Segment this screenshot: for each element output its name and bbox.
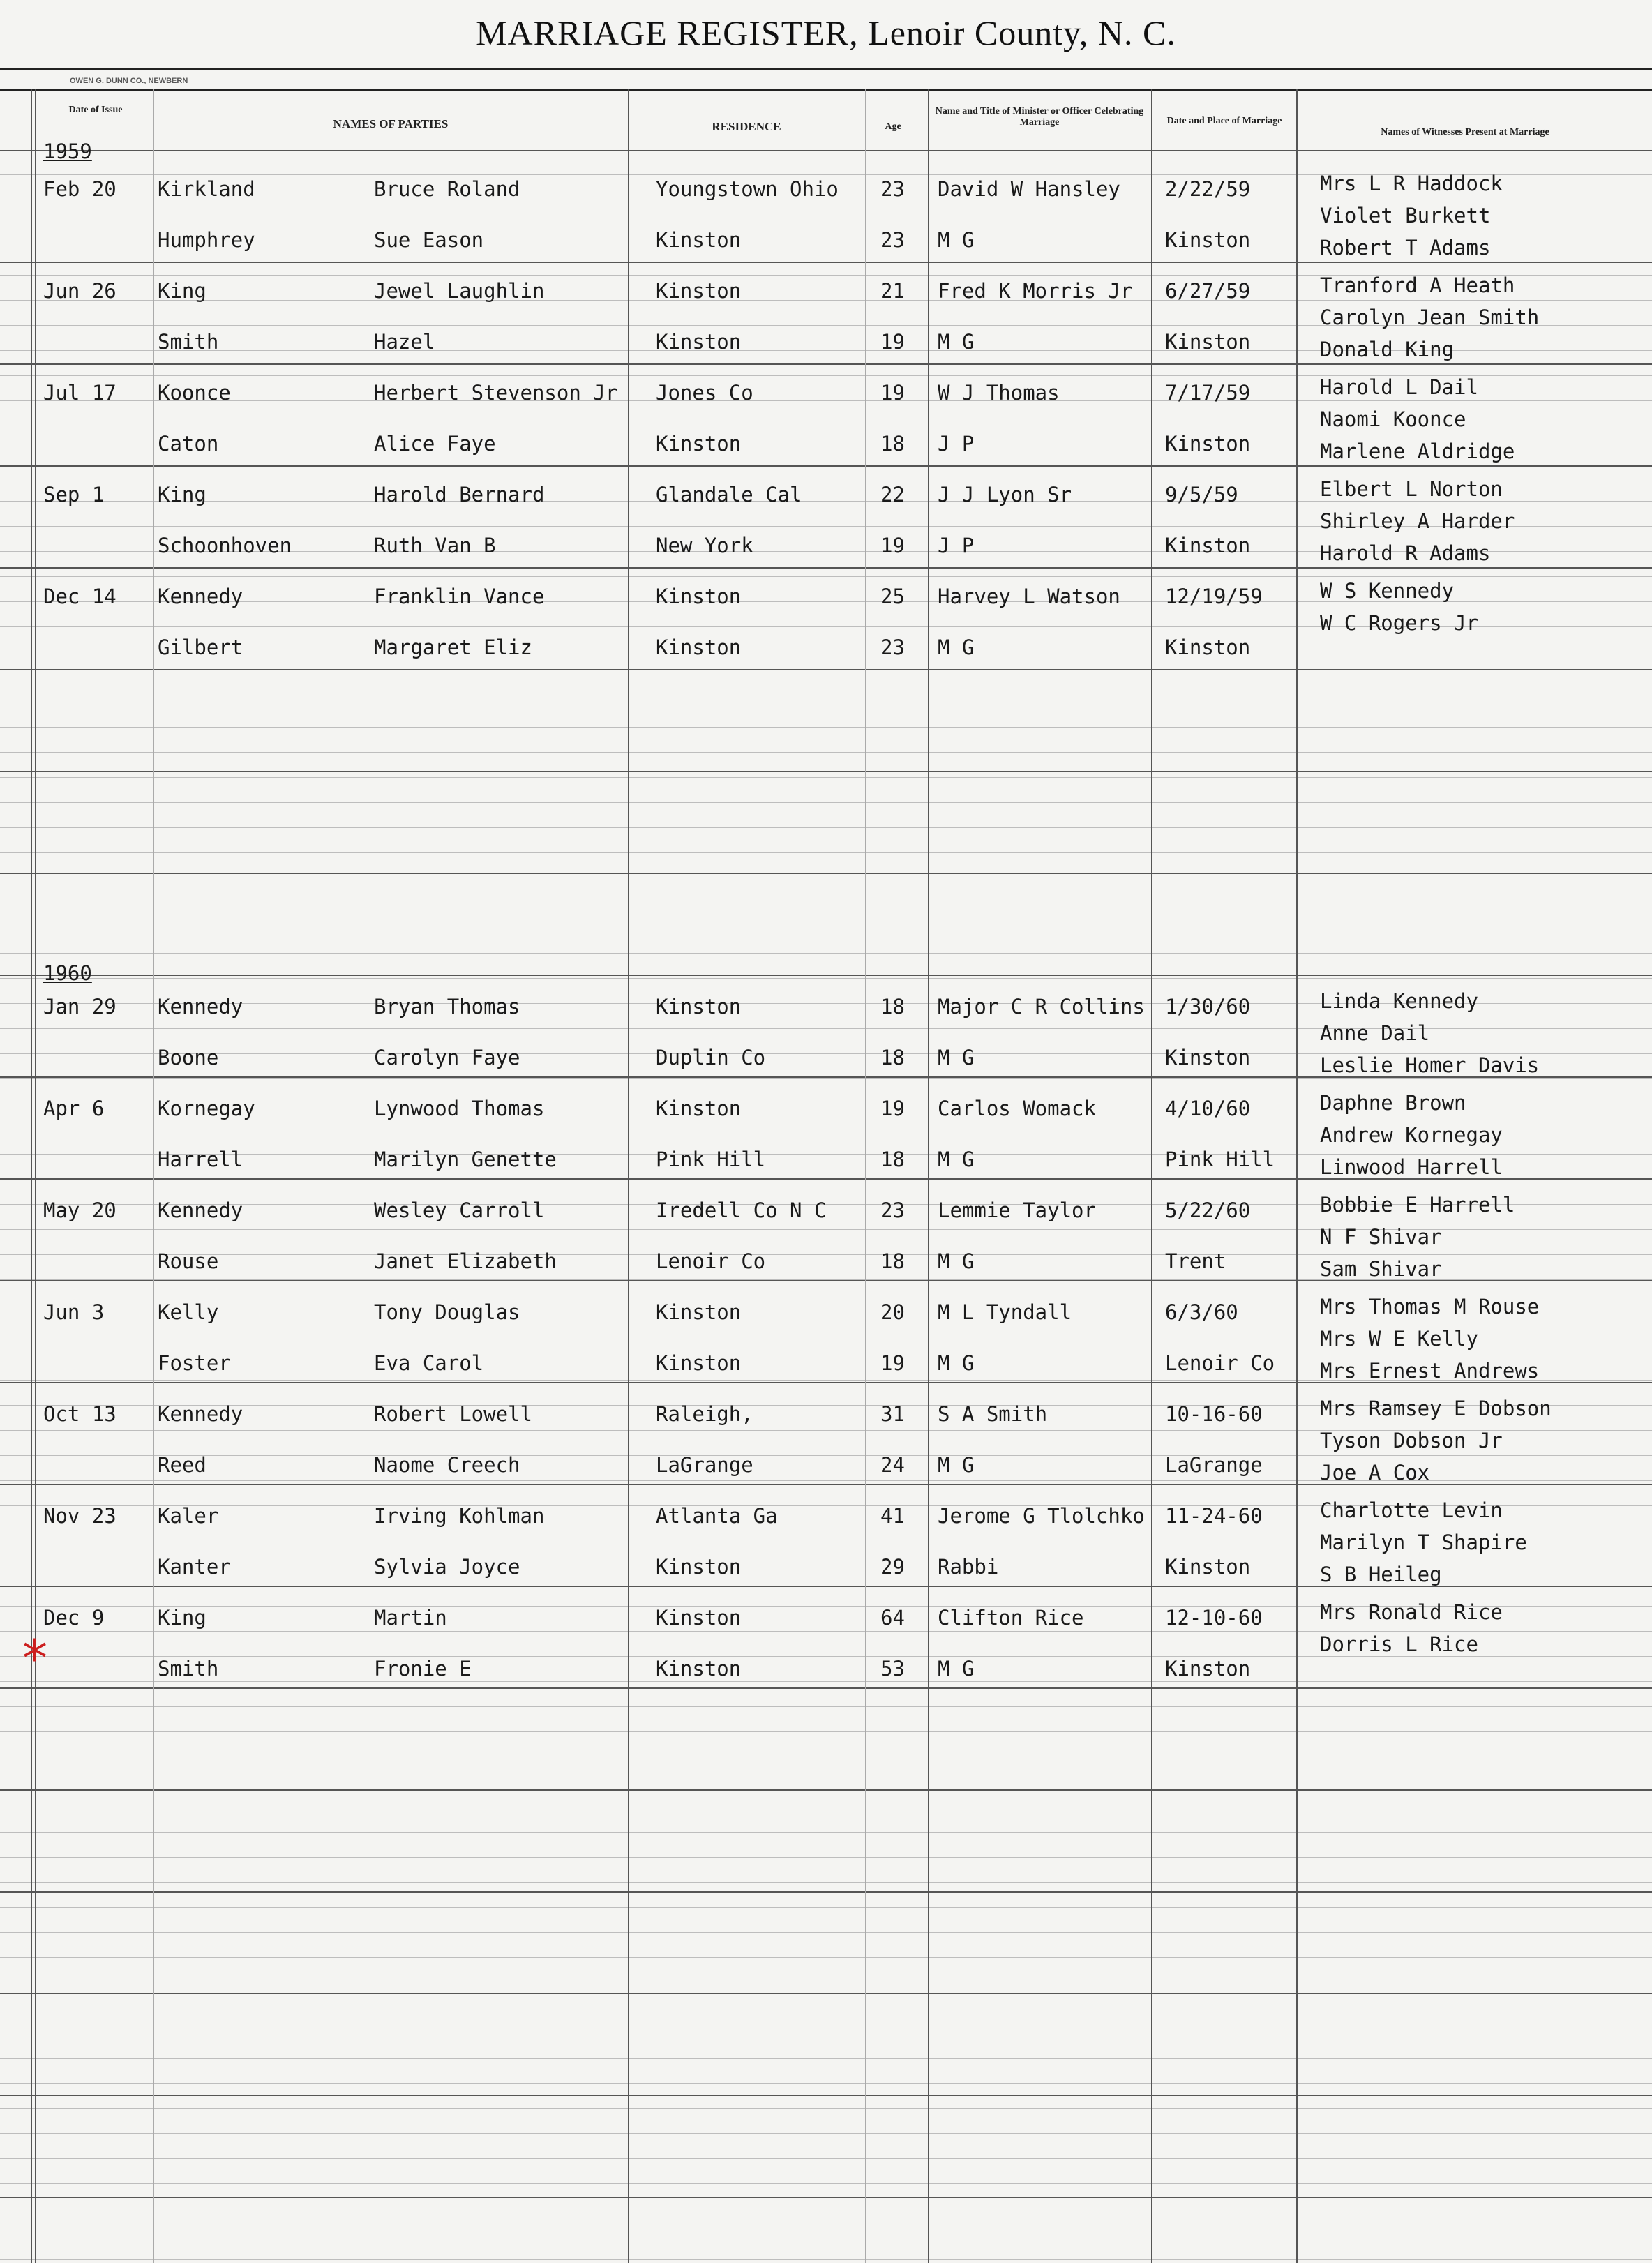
- bride-surname: Humphrey: [158, 228, 255, 252]
- date-place-cell: Kinston: [1165, 228, 1251, 252]
- witness-name: Charlotte Levin: [1320, 1498, 1503, 1522]
- date-place-cell: Lenoir Co: [1165, 1351, 1275, 1375]
- ruled-line: [0, 873, 1652, 874]
- ruled-line: [0, 2197, 1652, 2198]
- officer-cell: M G: [938, 1351, 975, 1375]
- ruled-line: [0, 1254, 1652, 1255]
- ruled-line: [0, 576, 1652, 577]
- asterisk-mark: *: [22, 1629, 47, 1687]
- date-place-cell: 12-10-60: [1165, 1606, 1263, 1630]
- officer-cell: M G: [938, 1046, 975, 1069]
- bride-given-names: Marilyn Genette: [374, 1148, 557, 1171]
- date-place-cell: 6/3/60: [1165, 1300, 1238, 1324]
- ruled-line: [0, 978, 1652, 979]
- groom-residence: Youngstown Ohio: [656, 177, 839, 201]
- column-rule: [928, 89, 929, 2263]
- groom-age: 19: [880, 1097, 905, 1120]
- date-place-cell: 9/5/59: [1165, 483, 1238, 506]
- bride-surname: Smith: [158, 1657, 219, 1681]
- date-place-cell: Kinston: [1165, 1046, 1251, 1069]
- groom-given-names: Martin: [374, 1606, 447, 1630]
- printer-mark: OWEN G. DUNN CO., NEWBERN: [70, 77, 188, 85]
- issue-date: Feb 20: [43, 177, 117, 201]
- witness-name: Leslie Homer Davis: [1320, 1053, 1540, 1077]
- officer-cell: Lemmie Taylor: [938, 1198, 1096, 1222]
- bride-residence: Lenoir Co: [656, 1249, 766, 1273]
- column-rule: [1296, 89, 1298, 2263]
- bride-residence: Kinston: [656, 432, 742, 456]
- date-place-cell: Pink Hill: [1165, 1148, 1275, 1171]
- bride-given-names: Alice Faye: [374, 432, 496, 456]
- date-place-cell: Kinston: [1165, 432, 1251, 456]
- groom-surname: Kelly: [158, 1300, 219, 1324]
- witness-name: Harold R Adams: [1320, 541, 1491, 565]
- witness-name: Marlene Aldridge: [1320, 439, 1515, 463]
- witness-name: Marilyn T Shapire: [1320, 1531, 1527, 1554]
- officer-cell: Carlos Womack: [938, 1097, 1096, 1120]
- issue-date: Dec 14: [43, 585, 117, 608]
- column-rule: [31, 89, 32, 2263]
- ruled-line: [0, 262, 1652, 263]
- ruled-line: [0, 852, 1652, 853]
- ruled-line: [0, 400, 1652, 401]
- groom-surname: Kirkland: [158, 177, 255, 201]
- date-place-cell: Trent: [1165, 1249, 1226, 1273]
- witness-name: Anne Dail: [1320, 1021, 1430, 1045]
- groom-residence: Kinston: [656, 279, 742, 303]
- header-age: Age: [885, 121, 901, 132]
- officer-cell: M G: [938, 1453, 975, 1477]
- witness-name: Linwood Harrell: [1320, 1155, 1503, 1179]
- groom-surname: King: [158, 1606, 206, 1630]
- issue-date: Dec 9: [43, 1606, 105, 1630]
- bride-age: 24: [880, 1453, 905, 1477]
- officer-cell: W J Thomas: [938, 381, 1060, 405]
- bride-given-names: Sylvia Joyce: [374, 1555, 520, 1579]
- ruled-line: [0, 2259, 1652, 2260]
- officer-cell: M G: [938, 1657, 975, 1681]
- officer-cell: M L Tyndall: [938, 1300, 1072, 1324]
- ruled-line: [0, 1656, 1652, 1657]
- officer-cell: M G: [938, 1148, 975, 1171]
- bride-age: 23: [880, 636, 905, 659]
- witness-name: S B Heileg: [1320, 1563, 1442, 1586]
- groom-given-names: Wesley Carroll: [374, 1198, 545, 1222]
- bride-surname: Kanter: [158, 1555, 231, 1579]
- bride-given-names: Janet Elizabeth: [374, 1249, 557, 1273]
- year-label: 1960: [43, 961, 92, 985]
- groom-residence: Atlanta Ga: [656, 1504, 778, 1528]
- bride-surname: Harrell: [158, 1148, 243, 1171]
- ruled-line: [0, 1706, 1652, 1707]
- ruled-line: [0, 1907, 1652, 1908]
- bride-surname: Caton: [158, 432, 219, 456]
- ruled-line: [0, 501, 1652, 502]
- date-place-cell: Kinston: [1165, 636, 1251, 659]
- ruled-line: [0, 975, 1652, 976]
- issue-date: Jul 17: [43, 381, 117, 405]
- groom-residence: Kinston: [656, 1097, 742, 1120]
- witness-name: Bobbie E Harrell: [1320, 1193, 1515, 1217]
- groom-residence: Raleigh,: [656, 1402, 753, 1426]
- witness-name: Harold L Dail: [1320, 375, 1478, 399]
- witness-name: Naomi Koonce: [1320, 407, 1466, 431]
- year-label: 1959: [43, 140, 92, 163]
- groom-residence: Kinston: [656, 1606, 742, 1630]
- ruled-line: [0, 1078, 1652, 1079]
- officer-cell: J P: [938, 534, 975, 557]
- bride-residence: New York: [656, 534, 753, 557]
- issue-date: Jun 26: [43, 279, 117, 303]
- date-place-cell: Kinston: [1165, 534, 1251, 557]
- ruled-line: [0, 802, 1652, 803]
- ruled-line: [0, 300, 1652, 301]
- bride-residence: Kinston: [656, 636, 742, 659]
- bride-residence: Kinston: [656, 330, 742, 354]
- issue-date: Jan 29: [43, 995, 117, 1018]
- groom-residence: Glandale Cal: [656, 483, 802, 506]
- ruled-line: [0, 1957, 1652, 1958]
- groom-surname: Kennedy: [158, 995, 243, 1018]
- witness-name: Shirley A Harder: [1320, 509, 1515, 533]
- ruled-line: [0, 2183, 1652, 2184]
- witness-name: Violet Burkett: [1320, 204, 1491, 227]
- date-place-cell: 12/19/59: [1165, 585, 1263, 608]
- witness-name: Carolyn Jean Smith: [1320, 306, 1540, 329]
- ruled-line: [0, 2158, 1652, 2159]
- groom-given-names: Lynwood Thomas: [374, 1097, 545, 1120]
- bride-age: 18: [880, 1148, 905, 1171]
- ruled-line: [0, 1789, 1652, 1791]
- groom-given-names: Bruce Roland: [374, 177, 520, 201]
- witness-name: Mrs Ernest Andrews: [1320, 1359, 1540, 1383]
- groom-age: 41: [880, 1504, 905, 1528]
- ruled-line: [0, 1993, 1652, 1994]
- header-date-place: Date and Place of Marriage: [1166, 116, 1282, 126]
- officer-cell: Major C R Collins: [938, 995, 1145, 1018]
- bride-age: 29: [880, 1555, 905, 1579]
- witness-name: Daphne Brown: [1320, 1091, 1466, 1115]
- groom-age: 64: [880, 1606, 905, 1630]
- bride-residence: Duplin Co: [656, 1046, 766, 1069]
- officer-cell: David W Hansley: [938, 177, 1120, 201]
- bride-surname: Gilbert: [158, 636, 243, 659]
- date-place-cell: 1/30/60: [1165, 995, 1251, 1018]
- groom-given-names: Tony Douglas: [374, 1300, 520, 1324]
- column-rule: [153, 89, 154, 2263]
- date-place-cell: Kinston: [1165, 1657, 1251, 1681]
- date-place-cell: 4/10/60: [1165, 1097, 1251, 1120]
- column-rule: [865, 89, 866, 2263]
- bride-residence: Kinston: [656, 1351, 742, 1375]
- date-place-cell: LaGrange: [1165, 1453, 1263, 1477]
- issue-date: Nov 23: [43, 1504, 117, 1528]
- officer-cell: S A Smith: [938, 1402, 1048, 1426]
- witness-name: Mrs Thomas M Rouse: [1320, 1295, 1540, 1318]
- header-minister: Name and Title of Minister or Officer Celebrating Marriage: [935, 106, 1144, 128]
- column-rule: [35, 89, 36, 2263]
- officer-cell: Harvey L Watson: [938, 585, 1120, 608]
- bride-given-names: Eva Carol: [374, 1351, 484, 1375]
- bride-residence: Kinston: [656, 1657, 742, 1681]
- date-place-cell: Kinston: [1165, 1555, 1251, 1579]
- issue-date: Jun 3: [43, 1300, 105, 1324]
- header-residence: RESIDENCE: [712, 120, 781, 133]
- header-names-of-parties: NAMES OF PARTIES: [333, 117, 449, 130]
- issue-date: Sep 1: [43, 483, 105, 506]
- issue-date: May 20: [43, 1198, 117, 1222]
- groom-age: 18: [880, 995, 905, 1018]
- groom-age: 25: [880, 585, 905, 608]
- witness-name: Linda Kennedy: [1320, 989, 1478, 1013]
- bride-age: 53: [880, 1657, 905, 1681]
- ruled-line: [0, 953, 1652, 954]
- date-place-cell: 10-16-60: [1165, 1402, 1263, 1426]
- date-place-cell: 6/27/59: [1165, 279, 1251, 303]
- groom-surname: Kaler: [158, 1504, 219, 1528]
- groom-given-names: Herbert Stevenson Jr: [374, 381, 618, 405]
- bride-age: 23: [880, 228, 905, 252]
- header-date-of-issue: Date of Issue: [68, 105, 123, 115]
- bride-surname: Boone: [158, 1046, 219, 1069]
- ruled-line: [0, 827, 1652, 828]
- groom-residence: Kinston: [656, 585, 742, 608]
- groom-given-names: Harold Bernard: [374, 483, 545, 506]
- witness-name: Mrs L R Haddock: [1320, 172, 1503, 195]
- ruled-line: [0, 1681, 1652, 1682]
- groom-age: 22: [880, 483, 905, 506]
- ruled-line: [0, 567, 1652, 569]
- groom-given-names: Bryan Thomas: [374, 995, 520, 1018]
- ruled-line: [0, 2133, 1652, 2134]
- witness-name: Robert T Adams: [1320, 236, 1491, 260]
- date-place-cell: 7/17/59: [1165, 381, 1251, 405]
- bride-residence: Kinston: [656, 1555, 742, 1579]
- bride-surname: Rouse: [158, 1249, 219, 1273]
- bride-given-names: Fronie E: [374, 1657, 472, 1681]
- bride-given-names: Naome Creech: [374, 1453, 520, 1477]
- officer-cell: M G: [938, 636, 975, 659]
- witness-name: Tranford A Heath: [1320, 273, 1515, 297]
- bride-given-names: Carolyn Faye: [374, 1046, 520, 1069]
- bride-surname: Reed: [158, 1453, 206, 1477]
- groom-surname: King: [158, 483, 206, 506]
- ruled-line: [0, 669, 1652, 670]
- bride-residence: Kinston: [656, 228, 742, 252]
- ruled-line: [0, 2083, 1652, 2084]
- bride-residence: Pink Hill: [656, 1148, 766, 1171]
- groom-surname: Kennedy: [158, 585, 243, 608]
- bride-surname: Smith: [158, 330, 219, 354]
- groom-residence: Kinston: [656, 1300, 742, 1324]
- date-place-cell: 11-24-60: [1165, 1504, 1263, 1528]
- ruled-line: [0, 2108, 1652, 2109]
- witness-name: Elbert L Norton: [1320, 477, 1503, 501]
- ruled-line: [0, 727, 1652, 728]
- ruled-line: [0, 89, 1652, 91]
- date-place-cell: 5/22/60: [1165, 1198, 1251, 1222]
- groom-given-names: Irving Kohlman: [374, 1504, 545, 1528]
- groom-age: 19: [880, 381, 905, 405]
- ruled-line: [0, 1154, 1652, 1155]
- bride-age: 19: [880, 330, 905, 354]
- witness-name: Andrew Kornegay: [1320, 1123, 1503, 1147]
- groom-surname: Koonce: [158, 381, 231, 405]
- groom-surname: King: [158, 279, 206, 303]
- bride-surname: Schoonhoven: [158, 534, 292, 557]
- groom-age: 23: [880, 1198, 905, 1222]
- witness-name: Mrs Ramsey E Dobson: [1320, 1397, 1552, 1420]
- ruled-line: [0, 363, 1652, 365]
- groom-age: 20: [880, 1300, 905, 1324]
- witness-name: W S Kennedy: [1320, 579, 1455, 603]
- ruled-line: [0, 1687, 1652, 1689]
- witness-name: Tyson Dobson Jr: [1320, 1429, 1503, 1452]
- groom-age: 21: [880, 279, 905, 303]
- groom-given-names: Franklin Vance: [374, 585, 545, 608]
- ruled-line: [0, 1455, 1652, 1456]
- groom-residence: Kinston: [656, 995, 742, 1018]
- page-title: MARRIAGE REGISTER, Lenoir County, N. C.: [476, 13, 1176, 52]
- bride-surname: Foster: [158, 1351, 231, 1375]
- ruled-line: [0, 771, 1652, 772]
- ruled-line: [0, 1891, 1652, 1893]
- officer-cell: Rabbi: [938, 1555, 999, 1579]
- ruled-line: [0, 1631, 1652, 1632]
- groom-given-names: Robert Lowell: [374, 1402, 532, 1426]
- column-rule: [628, 89, 629, 2263]
- witness-name: Mrs Ronald Rice: [1320, 1600, 1503, 1624]
- groom-given-names: Jewel Laughlin: [374, 279, 545, 303]
- ruled-line: [0, 1857, 1652, 1858]
- ruled-line: [0, 150, 1652, 151]
- bride-age: 18: [880, 1249, 905, 1273]
- groom-age: 31: [880, 1402, 905, 1426]
- witness-name: Mrs W E Kelly: [1320, 1327, 1478, 1351]
- ruled-line: [0, 465, 1652, 467]
- bride-residence: LaGrange: [656, 1453, 753, 1477]
- groom-surname: Kornegay: [158, 1097, 255, 1120]
- officer-cell: M G: [938, 330, 975, 354]
- groom-residence: Iredell Co N C: [656, 1198, 827, 1222]
- groom-age: 23: [880, 177, 905, 201]
- ruled-line: [0, 1932, 1652, 1933]
- witness-name: Joe A Cox: [1320, 1461, 1430, 1484]
- witness-name: W C Rogers Jr: [1320, 611, 1478, 635]
- ruled-line: [0, 1731, 1652, 1732]
- groom-surname: Kennedy: [158, 1402, 243, 1426]
- ruled-line: [0, 752, 1652, 753]
- officer-cell: M G: [938, 228, 975, 252]
- bride-age: 19: [880, 1351, 905, 1375]
- bride-age: 18: [880, 432, 905, 456]
- ruled-line: [0, 2058, 1652, 2059]
- officer-cell: Clifton Rice: [938, 1606, 1084, 1630]
- issue-date: Oct 13: [43, 1402, 117, 1426]
- bride-age: 18: [880, 1046, 905, 1069]
- bride-given-names: Margaret Eliz: [374, 636, 532, 659]
- header-witnesses: Names of Witnesses Present at Marriage: [1381, 127, 1549, 137]
- officer-cell: J J Lyon Sr: [938, 483, 1072, 506]
- ruled-line: [0, 1882, 1652, 1883]
- witness-name: Sam Shivar: [1320, 1257, 1442, 1281]
- witness-name: Dorris L Rice: [1320, 1632, 1478, 1656]
- bride-age: 19: [880, 534, 905, 557]
- issue-date: Apr 6: [43, 1097, 105, 1120]
- officer-cell: J P: [938, 432, 975, 456]
- column-rule: [1151, 89, 1152, 2263]
- witness-name: N F Shivar: [1320, 1225, 1442, 1249]
- officer-cell: Jerome G Tlolchko: [938, 1504, 1145, 1528]
- bride-given-names: Ruth Van B: [374, 534, 496, 557]
- officer-cell: Fred K Morris Jr: [938, 279, 1133, 303]
- bride-given-names: Hazel: [374, 330, 435, 354]
- groom-residence: Jones Co: [656, 381, 753, 405]
- ruled-line: [0, 777, 1652, 778]
- ruled-line: [0, 68, 1652, 70]
- groom-surname: Kennedy: [158, 1198, 243, 1222]
- bride-given-names: Sue Eason: [374, 228, 484, 252]
- officer-cell: M G: [938, 1249, 975, 1273]
- date-place-cell: 2/22/59: [1165, 177, 1251, 201]
- ruled-line: [0, 1832, 1652, 1833]
- ruled-line: [0, 2095, 1652, 2096]
- witness-name: Donald King: [1320, 338, 1455, 361]
- date-place-cell: Kinston: [1165, 330, 1251, 354]
